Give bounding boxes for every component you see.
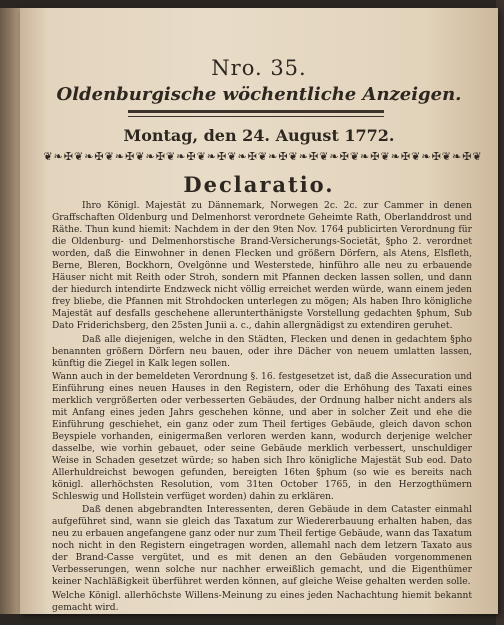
masthead-rule-bottom [128, 116, 384, 117]
book-spine-shadow [0, 8, 22, 614]
paragraph-3: Wann auch in der bemeldeten Verordnung §. 16. festgesetzet ist, daß die Assecuration und Einführung eines neuen Hauses in den Registern, oder die Erhöhung des Taxati eines merklich vergrößerten oder verbesserten Gebäudes, der Ordnung halber nicht anders als mit Anfang eines jeden Jahrs geschehen könne, und aber in solcher Zeit und ehe die Einführung geschiehet, ein ganz oder zum Theil fertiges Gebäude, gleich davon schon Beyspiele vorhanden, einigermaßen verloren werden kann, wodurch derjenige welcher dasselbe, wie vorhin gebauet, oder seine Gebäude merklich verbessert, unschuldiger Weise in Schaden gesetzet würde; so haben sich Ihro königliche Majestät Sub eod. Dato Allerhuldreichst bewogen gefunden, bereigten 16ten §phum (so wie es bereits nach königl. allerhöchsten Resolution, vom 31ten October 1765, in den Herzogthümern Schleswig und Hollstein verfüget worden) dahin zu erklären. [52, 371, 472, 503]
newspaper-page [20, 8, 498, 614]
article-body [52, 200, 472, 614]
masthead-title: Oldenburgische wöchentliche Anzeigen. [56, 84, 462, 105]
issue-number: Nro. 35. [211, 56, 307, 80]
paragraph-2: Daß alle diejenigen, welche in den Städten, Flecken und denen in gedachtem §pho benannten größern Dörfern neu bauen, oder ihre Dächer von neuem umlatten lassen, künftig die Ziegel in Kalk legen sollen. [52, 334, 472, 369]
issue-date: Montag, den 24. August 1772. [123, 126, 395, 145]
paragraph-4: Daß denen abgebrandten Interessenten, deren Gebäude in dem Cataster einmahl aufgeführet sind, wann sie gleich das Taxatum zur Wiedererbauung erhalten haben, das neu zu erbauen angefangene ganz oder nur zum Theil fertige Gebäude, wann das Taxatum noch nicht in den Registern eingetragen worden, allemahl nach dem letzern Taxato aus der Brand-Casse vergütet, und es mit denen an den Gebäuden vorgenommenen Verbesserungen, wenn solche nur nachher erweißlich gemacht, und die Eigenthümer keiner Nachläßigkeit überführet werden können, auf gleiche Weise gehalten werden solle. [52, 505, 472, 588]
ornament-border: ❦❧✠❦❧✠❦❧✠❦❧✠❦❧✠❦❧✠❦❧✠❦❧✠❦❧✠❦❧✠❦❧✠❦❧✠❦❧✠❦❧✠❦ [43, 150, 483, 163]
masthead-rule-top [128, 110, 384, 113]
article-heading: Declaratio. [183, 172, 335, 197]
paragraph-1: Ihro Königl. Majestät zu Dännemark, Norwegen 2c. 2c. zur Cammer in denen Graffschaften Oldenburg und Delmenhorst verordnete Geheimte Rath, Oberlanddrost und Räthe. Thun kund hiemit: Nachdem in der den 9ten Nov. 1764 publicirten Verordnung für die Oldenburg- und Delmenhorstische Brand-Versicherungs-Societät, §pho 2. verordnet worden, daß die Einwohner in denen Flecken und größern Dörfern, als Atens, Elsfleth, Berne, Bleren, Bockhorn, Ovelgönne und Westerstede, hinführo alle neu zu erbauende Häuser nicht mit Reith oder Stroh, sondern mit Pfannen decken lassen sollen, und dann der hiedurch intendirte Endzweck nicht völlig erreichet werden würde, wann einem jeden frey bliebe, die Pfannen mit Strohdocken unterlegen zu mögen; Als haben Ihro königliche Majestät auf desfalls geschehene allerunterthänigste Vorstellung gedachten §phum, Sub Dato Friderichsberg, den 25sten Junii a. c., dahin allergnädigst zu extendiren geruhet. [52, 201, 472, 332]
paragraph-5: Welche Königl. allerhöchste Willens-Meinung zu eines jeden Nachachtung hiemit bekannt gemacht wird. [52, 590, 472, 613]
